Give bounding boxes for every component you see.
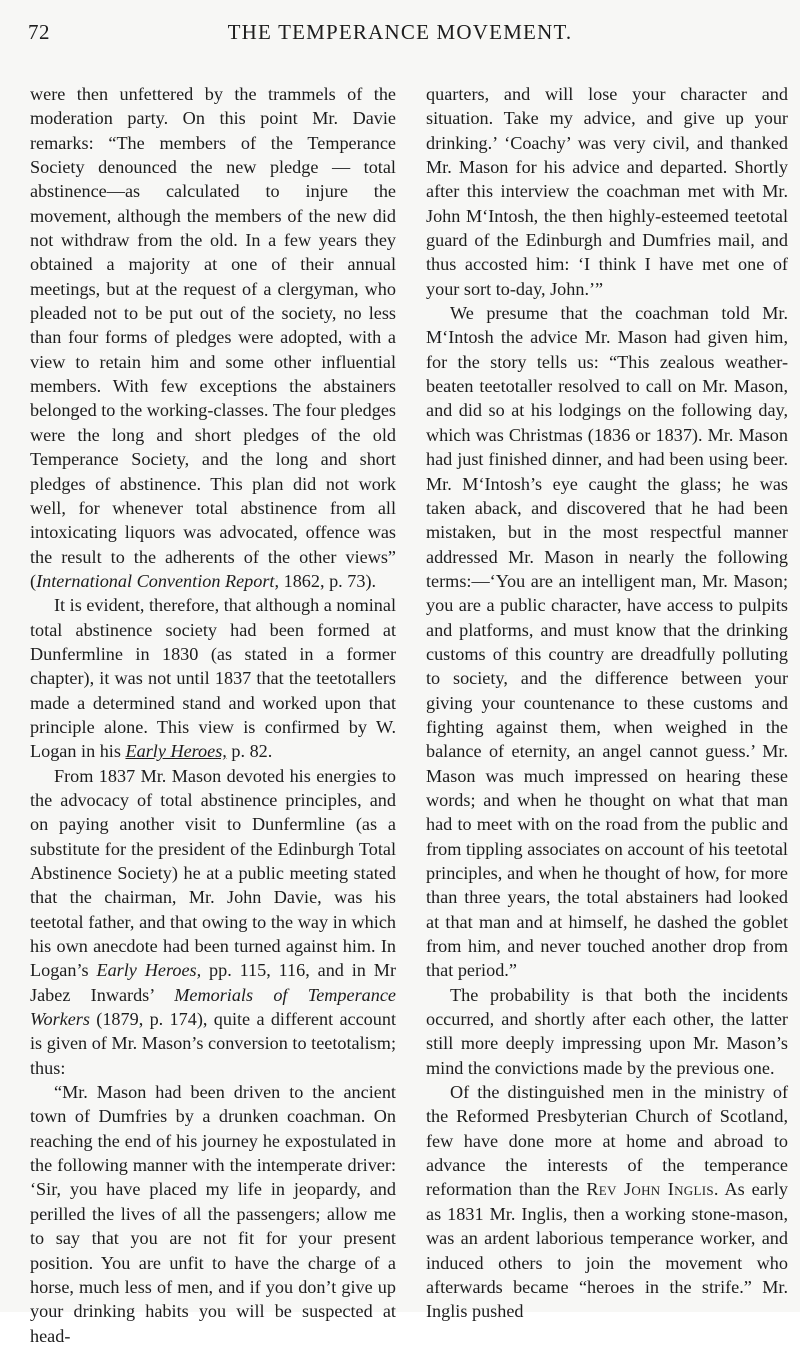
paragraph <box>30 593 396 763</box>
citation: Early Heroes, <box>96 960 202 981</box>
paragraph <box>426 983 788 1080</box>
paragraph <box>30 764 396 1080</box>
paragraph-text: “Mr. Mason had been driven to the ancient town of Dumfries by a drunken coachman. On reaching the end of his journey he expostulated in the following manner with the intemperate driver: ‘Sir, you have placed my life in jeopardy, and perilled the lives of all the passengers; allow me to say that you are not fit for your present position. You are unfit to have the charge of a horse, much less of men, and if you don’t give up your drinking habits you will be suspected at head- <box>30 1082 396 1346</box>
paragraph-text: From 1837 Mr. Mason devoted his energies to the advocacy of total abstinence principles, and on paying another visit to Dunfermline (as a substitute for the president of the Edinburgh Total Abstinence Society) he at a public meeting stated that the chairman, Mr. John Davie, was his teetotal father, and that owing to the way in which his own anecdote had been turned against him. In Logan’s <box>30 765 396 981</box>
paragraph <box>426 1080 788 1323</box>
paragraph-text: pp. 115, 116, and in Mr Jabez Inwards’ <box>30 960 396 1005</box>
paragraph <box>426 82 788 301</box>
paragraph-text: The probability is that both the incidents occurred, and shortly after each other, the latter still more deeply impressing upon Mr. Mason’s mind the convictions made by the previous one. <box>426 984 788 1078</box>
paragraph <box>30 1080 396 1348</box>
right-column <box>426 82 788 1324</box>
paragraph-text: p. 82. <box>226 741 273 762</box>
paragraph-text: , 1862, p. 73). <box>274 570 377 591</box>
running-title: THE TEMPERANCE MOVEMENT. <box>227 20 573 44</box>
citation: International Convention Report <box>36 570 275 591</box>
paragraph <box>426 301 788 983</box>
paragraph-text: quarters, and will lose your character and situation. Take my advice, and give up your drinking.’ ‘Coachy’ was very civil, and thanked Mr. Mason for his advice and departed. Shortly after this interview the coachman met with Mr. John M‘Intosh, the then highly-esteemed teetotal guard of the Edinburgh and Dumfries mail, and thus accosted him: ‘I think I have met one of your sort to-day, John.’” <box>426 84 788 299</box>
paragraph <box>30 82 396 593</box>
citation: Memorials of Temperance Workers <box>30 984 396 1030</box>
left-column <box>30 82 396 1348</box>
page-number: 72 <box>28 20 50 44</box>
citation: Early Heroes, <box>125 741 227 762</box>
paragraph-text: were then unfettered by the trammels of the moderation party. On this point Mr. Davie remarks: “The members of the Temperance Society denounced the new pledge — total abstinence—as calculated to injure the movement, although the members of the new did not withdraw from the old. In a few years they obtained a majority at one of their annual meetings, but at the request of a clergyman, who pleaded not to be put out of the society, no less than four forms of pledges were adopted, with a view to retain him and some other influential members. With few exceptions the abstainers belonged to the working-classes. The four pledges were the long and short pledges of the old Temperance Society, and the long and short pledges of abstinence. This plan did not work well, for whenever total abstinence from all intoxicating liquors was advocated, offence was the result to the adherents of the other views” ( <box>30 84 396 591</box>
paragraph-text: . As early as 1831 Mr. Inglis, then a working stone-mason, was an ardent laborious temperance worker, and induced others to join the movement who afterwards became “heroes in the strife.” Mr. Inglis pushed <box>426 1179 788 1322</box>
paragraph-text: (1879, p. 174), quite a different account is given of Mr. Mason’s conversion to teetotalism; thus: <box>30 1009 396 1078</box>
paragraph-text: We presume that the coachman told Mr. M‘Intosh the advice Mr. Mason had given him, for the story tells us: “This zealous weather-beaten teetotaller resolved to call on Mr. Mason, and did so at his lodgings on the following day, which was Christmas (1836 or 1837). Mr. Mason had just finished dinner, and had been using beer. Mr. M‘Intosh’s eye caught the glass; he was taken aback, and discovered that he had been mistaken, but in the most respectful manner addressed Mr. Mason in nearly the following terms:—‘You are an intelligent man, Mr. Mason; you are a public character, have access to pulpits and platforms, and must know that the drinking customs of this country are dreadfully polluting to society, and the difference between your giving your countenance to these customs and fighting against them, when weighed in the balance of eternity, an angel cannot guess.’ Mr. Mason was much impressed on hearing these words; and when he thought on what that man had to meet with on the road from the public and from tippling associates on account of his teetotal principles, and when he thought of how, for more than three years, the total abstainers had looked at that man and at himself, he dashed the goblet from him, and never touched another drop from that period.” <box>426 303 788 981</box>
paragraph-text: Of the distinguished men in the ministry of the Reformed Presbyterian Church of Scotland, few have done more at home and abroad to advance the interests of the temperance reformation than the <box>426 1082 788 1200</box>
person-name: Rev John Inglis <box>586 1179 714 1200</box>
paragraph-text: It is evident, therefore, that although a nominal total abstinence society had been formed at Dunfermline in 1830 (as stated in a former chapter), it was not until 1837 that the teetotallers made a determined stand and worked upon that principle alone. This view is confirmed by W. Logan in his <box>30 595 396 762</box>
